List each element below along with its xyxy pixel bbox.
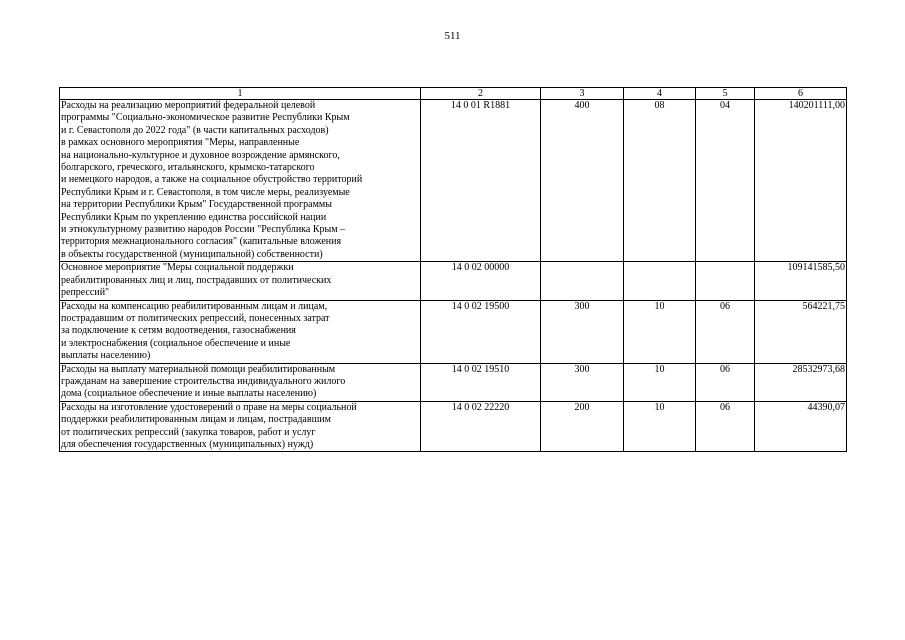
subsection-code: 06 — [696, 401, 755, 452]
description-line: в рамках основного мероприятия "Меры, направленные — [61, 137, 300, 149]
expense-type-code: 200 — [541, 401, 624, 452]
column-header-6: 6 — [755, 88, 847, 100]
expense-type-code: 400 — [541, 100, 624, 262]
column-header-3: 3 — [541, 88, 624, 100]
classification-code: 14 0 01 R1881 — [421, 100, 541, 262]
row-description — [60, 401, 421, 452]
description-line: и этнокультурному развитию народов России "Республика Крым – — [61, 224, 346, 236]
description-line: Расходы на выплату материальной помощи реабилитированным — [61, 363, 336, 375]
description-line: на национально-культурное и духовное возрождение армянского, — [61, 149, 340, 161]
table-body — [60, 100, 847, 452]
classification-code: 14 0 02 19500 — [421, 300, 541, 363]
amount: 44390,07 — [755, 401, 847, 452]
row-description — [60, 262, 421, 300]
amount: 564221,75 — [755, 300, 847, 363]
table-row — [60, 100, 847, 262]
amount: 109141585,50 — [755, 262, 847, 300]
subsection-code — [696, 262, 755, 300]
subsection-code: 04 — [696, 100, 755, 262]
classification-code: 14 0 02 19510 — [421, 363, 541, 401]
table-row — [60, 363, 847, 401]
description-line: дома (социальное обеспечение и иные выплаты населению) — [61, 388, 317, 400]
subsection-code: 06 — [696, 363, 755, 401]
description-line: Расходы на реализацию мероприятий федеральной целевой — [61, 100, 316, 111]
description-line: и немецкого народов, а также на социальное обустройство территорий — [61, 174, 363, 186]
row-description — [60, 100, 421, 262]
table-row — [60, 262, 847, 300]
section-code: 08 — [624, 100, 696, 262]
description-line: репрессий" — [61, 287, 110, 299]
row-description — [60, 300, 421, 363]
column-header-2: 2 — [421, 88, 541, 100]
section-code — [624, 262, 696, 300]
expense-type-code: 300 — [541, 300, 624, 363]
section-code: 10 — [624, 363, 696, 401]
description-line: Республики Крым по укреплению единства российской нации — [61, 211, 327, 223]
page-number: 511 — [444, 30, 461, 42]
description-line: болгарского, греческого, итальянского, крымско-татарского — [61, 162, 315, 174]
description-line: реабилитированных лиц и лиц, пострадавших от политических — [61, 274, 332, 286]
description-line: в объекты государственной (муниципальной) собственности) — [61, 248, 323, 260]
section-code: 10 — [624, 401, 696, 452]
description-line: Расходы на компенсацию реабилитированным лицам и лицам, — [61, 300, 328, 312]
description-line: и г. Севастополя до 2022 года" (в части капитальных расходов) — [61, 124, 329, 136]
amount: 28532973,68 — [755, 363, 847, 401]
description-line: Основное мероприятие "Меры социальной поддержки — [61, 262, 294, 274]
description-line: выплаты населению) — [61, 350, 151, 362]
description-line: пострадавшим от политических репрессий, понесенных затрат — [61, 312, 330, 324]
column-header-5: 5 — [696, 88, 755, 100]
description-line: Расходы на изготовление удостоверений о праве на меры социальной — [61, 401, 357, 413]
row-description — [60, 363, 421, 401]
expense-type-code: 300 — [541, 363, 624, 401]
table-row — [60, 300, 847, 363]
description-line: для обеспечения государственных (муниципальных) нужд) — [61, 438, 314, 450]
amount: 140201111,00 — [755, 100, 847, 262]
description-line: за подключение к сетям водоотведения, газоснабжения — [61, 325, 296, 337]
expense-type-code — [541, 262, 624, 300]
description-line: и электроснабжения (социальное обеспечение и иные — [61, 337, 291, 349]
description-line: гражданам на завершение строительства индивидуального жилого — [61, 375, 346, 387]
description-line: на территории Республики Крым" Государственной программы — [61, 199, 332, 211]
column-header-4: 4 — [624, 88, 696, 100]
column-header-1: 1 — [60, 88, 421, 100]
classification-code: 14 0 02 00000 — [421, 262, 541, 300]
budget-table — [59, 87, 847, 452]
description-line: программы "Социально-экономическое развитие Республики Крым — [61, 112, 350, 124]
description-line: территория межнационального согласия" (капитальные вложения — [61, 236, 342, 248]
description-line: Республики Крым и г. Севастополя, в том числе меры, реализуемые — [61, 186, 350, 198]
table-header-row — [60, 88, 847, 100]
table-row — [60, 401, 847, 452]
subsection-code: 06 — [696, 300, 755, 363]
description-line: поддержки реабилитированным лицам и лицам, пострадавшим — [61, 414, 331, 426]
classification-code: 14 0 02 22220 — [421, 401, 541, 452]
section-code: 10 — [624, 300, 696, 363]
description-line: от политических репрессий (закупка товаров, работ и услуг — [61, 426, 316, 438]
